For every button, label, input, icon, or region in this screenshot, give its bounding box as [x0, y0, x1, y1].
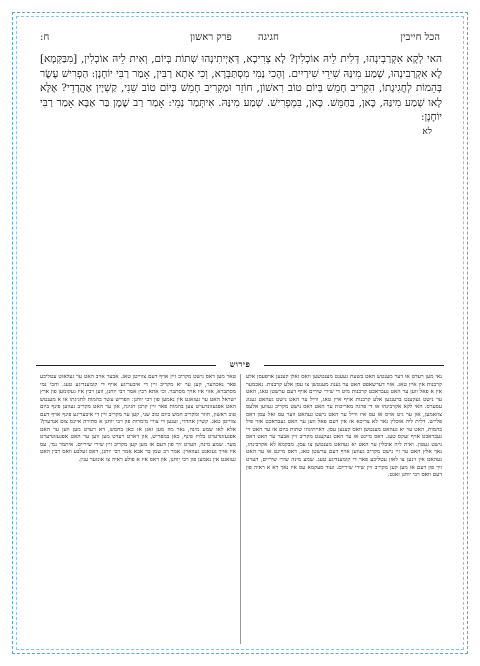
commentary-right-text: נאי מען רעדט או דער מענטש האט בשעת געענט מענטשען וואס זאלן קענען אויפעסן אלע קרבנות אין איין טאג. אזוי דערשאפט האט ער גענוג מענטשן צו עסן אלע קרבנות. נאכמער אין א פאל ווען ער האט געבראכט קרבנות מיט די שירי שירים אויף דעם ערשטן טאג, האט ער נישט געקענט ברענגען אלע קרבנות אויף איין טאג, ווייל ער האט נישט געהאט גענוג עסערס. האי לקא אקרבינהו או די פרגה מאריכות ער האט דאס נישט מקריב געווען אלעס צוזאמען, און ער גיט אויס אז עס איז ווייל ער האט נישט געהאט ווער עס זאל עסן דאס פלייש. דלית ליה אוכלין נאר לא צריכא אז אין דעם פאל ווען ער האט געבראכט אזוי פיל בהמות, האט ער יא געהאט מענטשן וואס קענען עסן. דאייתינהו שתות ביום אז ער האט זיי געבראכט אויף זעקס טעג. דאס מיינט אז ער האט געקענט מקריב זיין אבער ער האט דאס נישט געטון. ואית ליה אוכלין ער האט יא געהאט מענטשן צו עסן. מבקמא לא אקרבינהו, נאך אלץ האט ער זיי נישט מקריב געווען אויף דעם ערשטן טאג, דאס מיינט אז ער האט געהאט אין זינען צו לאזן עטליכע פאר די קומענדיגע טעג. שמע מינה שירי שיריים, הערט זיך פון דעם אז מען קען מקריב זיין שירי שיריים. ועוד סעקמא עס איז נאך דא א ראיה פון דעם וואס רבי יוחנן זאגט.	[246, 374, 442, 479]
divider-line-left	[36, 365, 216, 366]
commentary-right-column	[246, 374, 442, 646]
gemara-tail: לא	[422, 126, 432, 137]
column-separator	[240, 374, 241, 644]
commentary-divider	[36, 360, 444, 370]
gemara-body: האי לְקָא אִקְרַבְינְהוּ, דְּלִית לֵיהּ אוֹכְלִין? לָא צְרִיכָא, דְּאַיְיתִינְהוּ שְׁתוֹת בְּיוֹם, וְאִית לֵיהּ אוֹכְלִין, [מִבַּקְּמָא] לָא אִקְרַבִינְהוּ, שְׁמַע מִינַּהּ שִׁירֵי שִׁירַיִים. וְהָכִי נַמִי מִסְתַּבְּרָא, וְכִי אָתָא רַבִּין, אָמַר רַבִּי יוֹחָנָן: הַפְרִישׁ עֶשֶׂר בְּהֵמוֹת לְחֲגִיגָתוֹ, הִקְרִיב חָמֵשׁ בְּיוֹם טוֹב רִאשׁוֹן, חוֹזֵר וּמַקְרִיב חָמֵשׁ בְּיוֹם טוֹב שֵׁנִי, קַשְׁיָין אַהֲדָדֵי? אֶלָּא לָאו שְׁמַע מִינַּהּ, כָּאן, בַּחַמֵּשׁ. כָּאן, בִּמְפְרִישׁ. שְׁמַע מִינַּהּ. אִיתְּמַר נַמֵי: אָמַר רַב שֶׁמֶן בַּר אַבָּא אָמַר רַבִּי יוֹחָנָן:	[40, 53, 442, 124]
header-right-title: הכל חייבין	[400, 32, 440, 43]
header-tractate: חגיגה	[258, 32, 279, 43]
commentary-title: פירוש	[229, 359, 251, 369]
page-header	[40, 32, 440, 48]
header-chapter: פרק ראשון	[190, 32, 232, 43]
header-page-marker: ח:	[40, 32, 50, 43]
commentary-left-column	[40, 374, 236, 646]
gemara-text-block	[40, 52, 442, 140]
commentary-left-text: טאר מען דאס נישט מקריב זיין אויף דעם צווייטן טאג. אבער אויב האט ער געלאזט עטליכע פאר נאכהער, קען ער יא מקריב זיין די איבעריגע אויף די קומענדיגע טעג. והכי נמי מסתברא, אזוי איז אויך מסתבר. וכי אתא רבין אמר רבי יוחנן, ווען רבין איז געקומען פון ארץ ישראל האט ער געזאגט אין נאמען פון רבי יוחנן: הפריש עשר בהמות לחגיגתו או א מענטש האט אפגעזונדערט צען בהמות פאר זיין קרבן חגיגה, און ער האט מקריב געווען פינף ביום טוב ראשון, חוזר ומקריב חמש ביום טוב שני, קען ער מקריב זיין די איבעריגע פינף אויף דעם צווייטן טאג. קשיין אהדדי, זענען די צוויי מימרות פון רבי יוחנן א סתירה איינס צום אנדערן? אלא לאו שמע מינה, נאר מוז מען זאגן אז כאן בחמש, דא רעדט מען ווען ער האט אפגעזונדערט בלויז פינף, כאן במפריש, און דארט רעדט מען ווען ער האט אפגעזונדערט מער. שמע מינה, הערט זיך פון דעם אז מען קען מקריב זיין שירי שיריים. איתמר נמי, עס איז אויך געזאגט געווארן: אמר רב שמן בר אבא אמר רבי יוחנן, דאס זעלבע וואס רבין האט געזאגט אין נאמען פון רבי יוחנן, און דאס איז א פולע ראיה צו אונזער ענין.	[40, 374, 236, 464]
divider-line-right	[264, 365, 444, 366]
